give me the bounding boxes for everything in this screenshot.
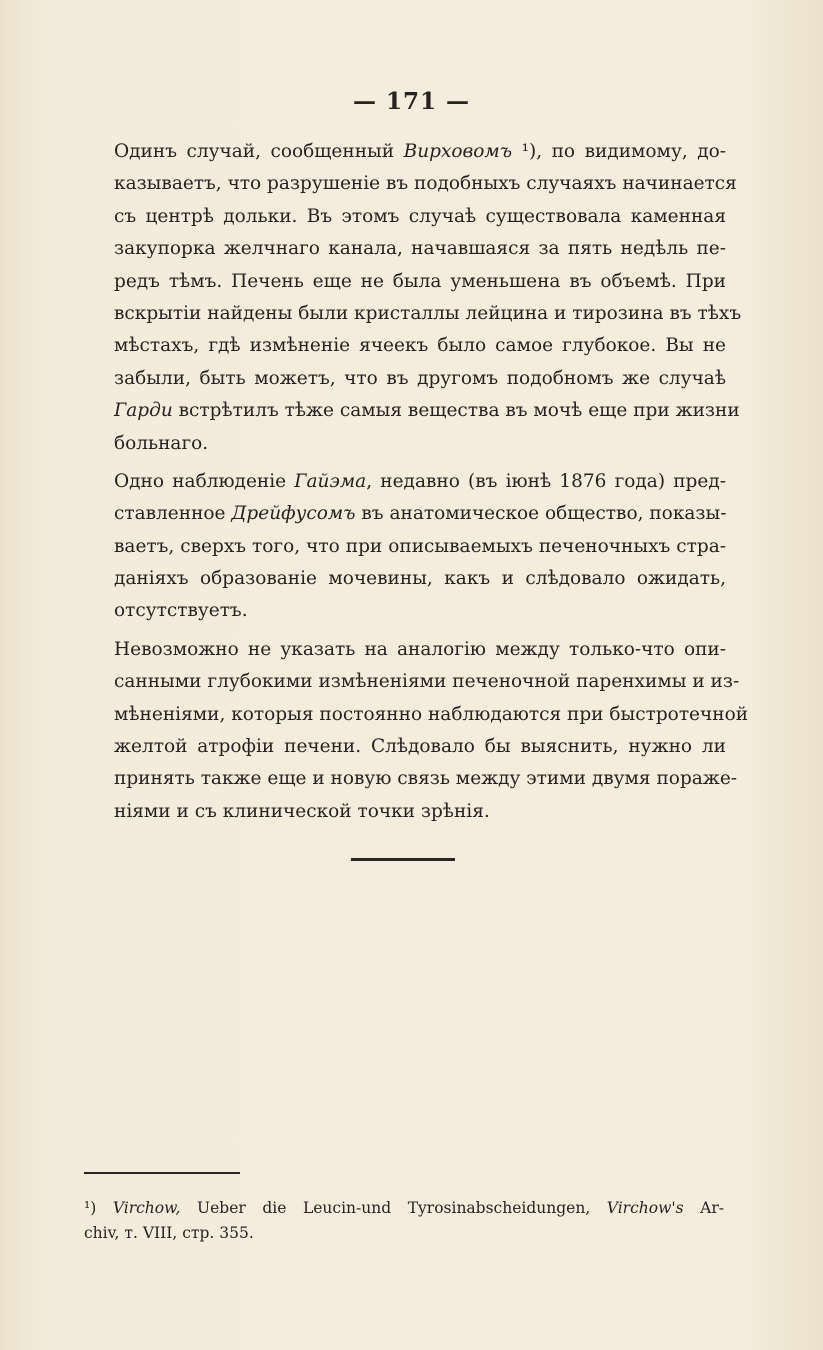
paragraph-line: желтой атрофіи печени. Слѣдовало бы выяснить, нужно ли <box>114 736 726 758</box>
paragraph-line: мѣстахъ, гдѣ измѣненіе ячеекъ было самое глубокое. Вы не <box>114 335 726 357</box>
paragraph <box>114 634 749 828</box>
paragraph-line: ваетъ, сверхъ того, что при описываемыхъ печеночныхъ стра- <box>114 535 726 557</box>
body-text <box>114 136 749 834</box>
page-number: — 171 — <box>352 88 471 115</box>
paragraph <box>114 466 726 628</box>
paragraph-line: Одно наблюденіе Гайэма, недавно (въ іюнѣ 1876 года) пред- <box>114 470 726 492</box>
paragraph-line: больнаго. <box>114 432 209 454</box>
italic-name: Гарди <box>114 400 173 422</box>
footnote <box>84 1196 724 1246</box>
paragraph-line: вскрытіи найдены были кристаллы лейцина и тирозина въ тѣхъ <box>114 302 742 324</box>
paragraph-line: забыли, быть можетъ, что въ другомъ подобномъ же случаѣ <box>114 367 726 389</box>
italic-name: Гайэма <box>294 470 367 492</box>
paragraph-line: редъ тѣмъ. Печень еще не была уменьшена въ объемѣ. При <box>114 270 726 292</box>
footnote-rule <box>84 1172 240 1174</box>
italic-name: Virchow, <box>112 1199 181 1217</box>
paragraph-line: закупорка желчнаго канала, начавшаяся за пять недѣль пе- <box>114 238 726 260</box>
footnote-line: chiv, т. VIII, стр. 355. <box>84 1224 254 1242</box>
italic-name: Дрейфусомъ <box>231 503 356 525</box>
paragraph-line: ставленное Дрейфусомъ въ анатомическое общество, показы- <box>114 503 727 525</box>
section-divider <box>351 858 455 861</box>
paragraph-line: отсутствуетъ. <box>114 600 248 622</box>
footnote-line: ¹) Virchow, Ueber die Leucin-und Tyrosinabscheidungen, Virchow's Ar- <box>84 1199 724 1217</box>
paragraph-line: Невозможно не указать на аналогію между только-что опи- <box>114 638 726 660</box>
italic-name: Virchow's <box>606 1199 684 1217</box>
paragraph-line: санными глубокими измѣненіями печеночной паренхимы и из- <box>114 671 740 693</box>
paragraph <box>114 136 742 460</box>
paragraph-line: казываетъ, что разрушеніе въ подобныхъ случаяхъ начинается <box>114 173 737 195</box>
paragraph-line: Гарди встрѣтилъ тѣже самыя вещества въ мочѣ еще при жизни <box>114 400 740 422</box>
paragraph-line: Одинъ случай, сообщенный Вирховомъ ¹), по видимому, до- <box>114 141 726 162</box>
paragraph-line: мѣненіями, которыя постоянно наблюдаются при быстротечной <box>114 703 749 725</box>
paragraph-line: даніяхъ образованіе мочевины, какъ и слѣдовало ожидать, <box>114 568 726 590</box>
paragraph-line: ніями и съ клинической точки зрѣнія. <box>114 800 490 822</box>
italic-name: Вирховомъ <box>403 141 513 162</box>
paragraph-line: принять также еще и новую связь между этими двумя пораже- <box>114 768 738 790</box>
paragraph-line: съ центрѣ дольки. Въ этомъ случаѣ существовала каменная <box>114 205 726 227</box>
